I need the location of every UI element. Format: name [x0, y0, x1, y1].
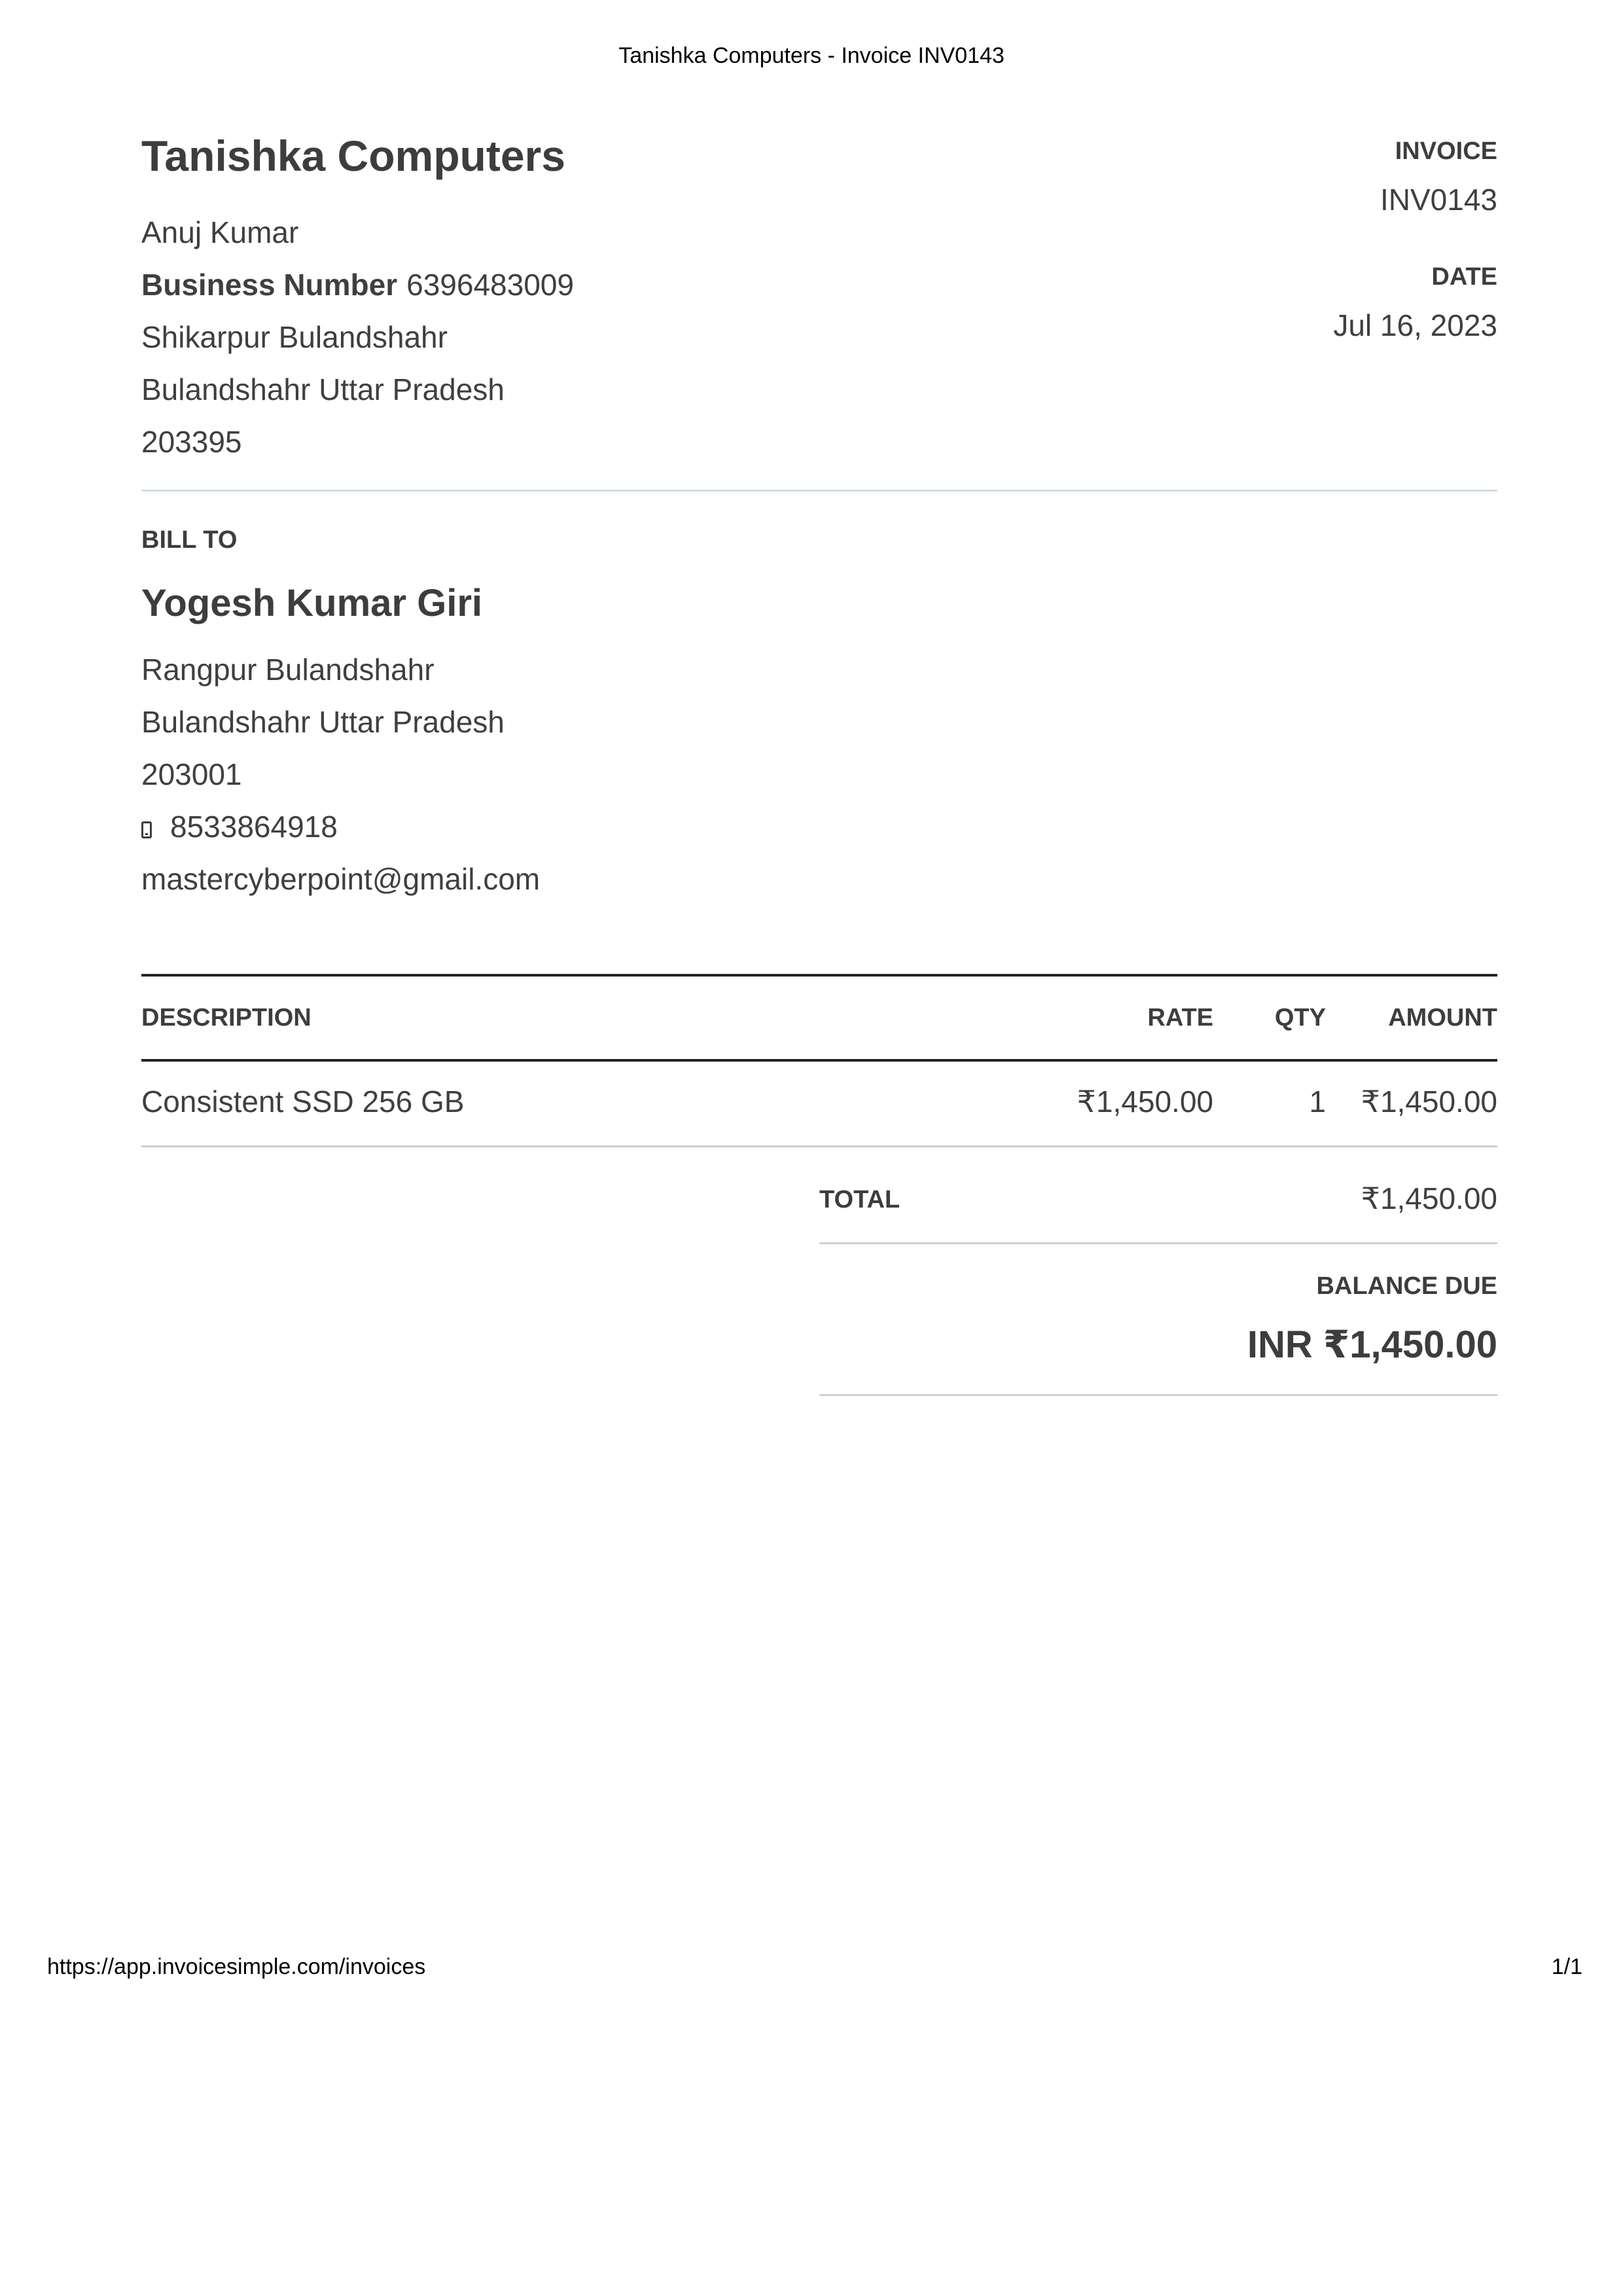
mobile-phone-icon [141, 821, 152, 838]
item-amount: ₹1,450.00 [1361, 1085, 1497, 1119]
client-name: Yogesh Kumar Giri [141, 582, 483, 624]
business-owner: Anuj Kumar [141, 215, 299, 249]
table-top-rule [141, 974, 1497, 977]
table-header-rule [141, 1059, 1497, 1062]
bill-to-label: BILL TO [141, 526, 238, 554]
business-number-row [141, 267, 574, 302]
business-address-line1: Shikarpur Bulandshahr [141, 320, 448, 354]
business-name: Tanishka Computers [141, 132, 565, 180]
client-phone-row [141, 809, 338, 844]
invoice-document [141, 131, 1497, 1366]
client-address-line1: Rangpur Bulandshahr [141, 653, 435, 687]
client-address-line2: Bulandshahr Uttar Pradesh [141, 705, 505, 739]
business-number-value: 6396483009 [406, 268, 574, 302]
table-row-rule [141, 1145, 1497, 1147]
business-address-line2: Bulandshahr Uttar Pradesh [141, 372, 505, 406]
item-rate: ₹1,450.00 [1077, 1085, 1213, 1119]
balance-due-label: BALANCE DUE [1316, 1272, 1497, 1300]
column-header-description: DESCRIPTION [141, 1004, 312, 1031]
print-footer-url: https://app.invoicesimple.com/invoices [47, 1954, 426, 1979]
total-value: ₹1,450.00 [1361, 1181, 1497, 1215]
balance-due-rule [819, 1394, 1497, 1396]
print-page-indicator: 1/1 [1551, 1954, 1582, 1979]
invoice-number-label: INVOICE [1395, 137, 1497, 165]
item-qty: 1 [1309, 1085, 1326, 1119]
column-header-rate: RATE [1147, 1004, 1213, 1031]
invoice-date-label: DATE [1431, 263, 1497, 291]
invoice-number: INV0143 [1380, 183, 1497, 217]
invoice-header [141, 131, 1497, 490]
print-header-title: Tanishka Computers - Invoice INV0143 [618, 43, 1005, 68]
balance-due-value: INR ₹1,450.00 [1247, 1323, 1497, 1366]
client-email: mastercyberpoint@gmail.com [141, 862, 541, 896]
client-postal-code: 203001 [141, 757, 242, 791]
total-rule [819, 1242, 1497, 1244]
column-header-qty: QTY [1274, 1004, 1326, 1031]
invoice-date: Jul 16, 2023 [1333, 308, 1497, 342]
client-phone: 8533864918 [170, 810, 338, 844]
total-label: TOTAL [819, 1186, 901, 1213]
column-header-amount: AMOUNT [1388, 1004, 1497, 1031]
business-postal-code: 203395 [141, 425, 242, 459]
business-number-label: Business Number [141, 268, 398, 302]
item-description: Consistent SSD 256 GB [141, 1085, 465, 1119]
header-divider [141, 490, 1497, 492]
